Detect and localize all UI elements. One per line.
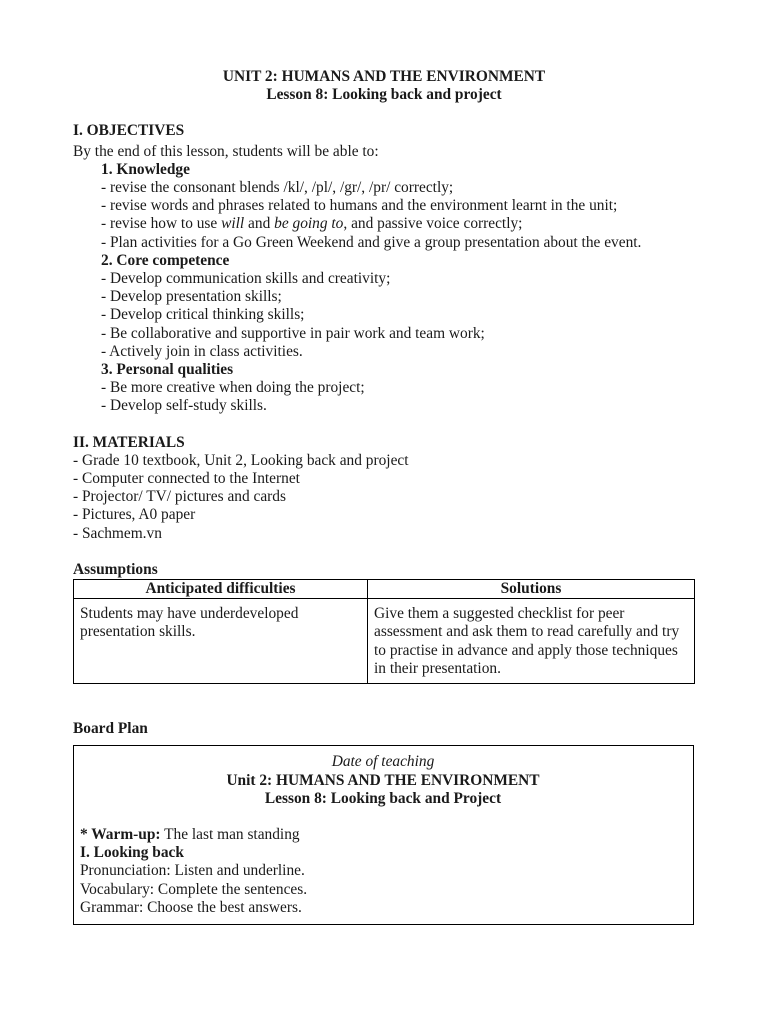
board-line: Grammar: Choose the best answers. (80, 898, 302, 916)
materials-item: - Pictures, A0 paper (73, 506, 196, 524)
board-date: Date of teaching (331, 753, 435, 771)
materials-item: - Grade 10 textbook, Unit 2, Looking back and project (73, 451, 409, 469)
materials-heading: II. MATERIALS (73, 433, 185, 451)
assumptions-heading: Assumptions (73, 560, 158, 578)
knowledge-item: - revise words and phrases related to humans and the environment learnt in the unit; (101, 197, 618, 215)
objectives-list (73, 161, 695, 416)
materials-item: - Computer connected to the Internet (73, 470, 300, 488)
knowledge-grammar-item (101, 215, 695, 233)
board-line: Pronunciation: Listen and underline. (80, 862, 305, 880)
table-header-row (74, 580, 695, 599)
board-warmup (80, 826, 686, 844)
materials-item: - Sachmem.vn (73, 524, 162, 542)
solution-cell: Give them a suggested checklist for peer assessment and ask them to read carefully and try to practise in advance and apply those techniques in their presentation. (368, 599, 695, 684)
core-item: - Actively join in class activities. (101, 342, 303, 360)
knowledge-item: - revise the consonant blends /kl/, /pl/, /gr/, /pr/ correctly; (101, 179, 454, 197)
knowledge-heading: 1. Knowledge (101, 160, 190, 178)
grammar-will: will (221, 215, 245, 233)
core-heading: 2. Core competence (101, 251, 230, 269)
knowledge-item: - Plan activities for a Go Green Weekend and give a group presentation about the event. (101, 233, 642, 251)
board-lesson-title: Lesson 8: Looking back and Project (264, 789, 502, 807)
difficulty-cell: Students may have underdeveloped presentation skills. (74, 599, 368, 684)
document-page (73, 68, 695, 925)
grammar-be-going-to: be going to (274, 215, 344, 233)
board-section-heading: I. Looking back (80, 844, 184, 862)
warmup-label: * Warm-up: (80, 825, 161, 843)
personal-heading: 3. Personal qualities (101, 361, 234, 379)
core-item: - Be collaborative and supportive in pair work and team work; (101, 324, 485, 342)
objectives-intro: By the end of this lesson, students will be able to: (73, 142, 379, 160)
core-item: - Develop communication skills and creativity; (101, 270, 391, 288)
board-plan-heading: Board Plan (73, 720, 148, 738)
col-header-difficulties: Anticipated difficulties (74, 580, 368, 599)
board-line: Vocabulary: Complete the sentences. (80, 880, 308, 898)
table-row (74, 599, 695, 684)
grammar-prefix: - revise how to use (101, 215, 222, 233)
grammar-and: and (244, 215, 275, 233)
materials-item: - Projector/ TV/ pictures and cards (73, 488, 286, 506)
lesson-title: Lesson 8: Looking back and project (266, 86, 502, 104)
warmup-text: The last man standing (160, 825, 300, 843)
board-plan-box (73, 745, 694, 925)
assumptions-table (73, 579, 695, 684)
personal-item: - Develop self-study skills. (101, 397, 267, 415)
col-header-solutions: Solutions (368, 580, 695, 599)
objectives-heading: I. OBJECTIVES (73, 122, 185, 140)
core-item: - Develop critical thinking skills; (101, 306, 305, 324)
personal-item: - Be more creative when doing the project; (101, 379, 365, 397)
grammar-suffix: , and passive voice correctly; (343, 215, 523, 233)
unit-title: UNIT 2: HUMANS AND THE ENVIRONMENT (222, 68, 546, 85)
core-item: - Develop presentation skills; (101, 288, 282, 306)
board-unit-title: Unit 2: HUMANS AND THE ENVIRONMENT (226, 771, 540, 789)
